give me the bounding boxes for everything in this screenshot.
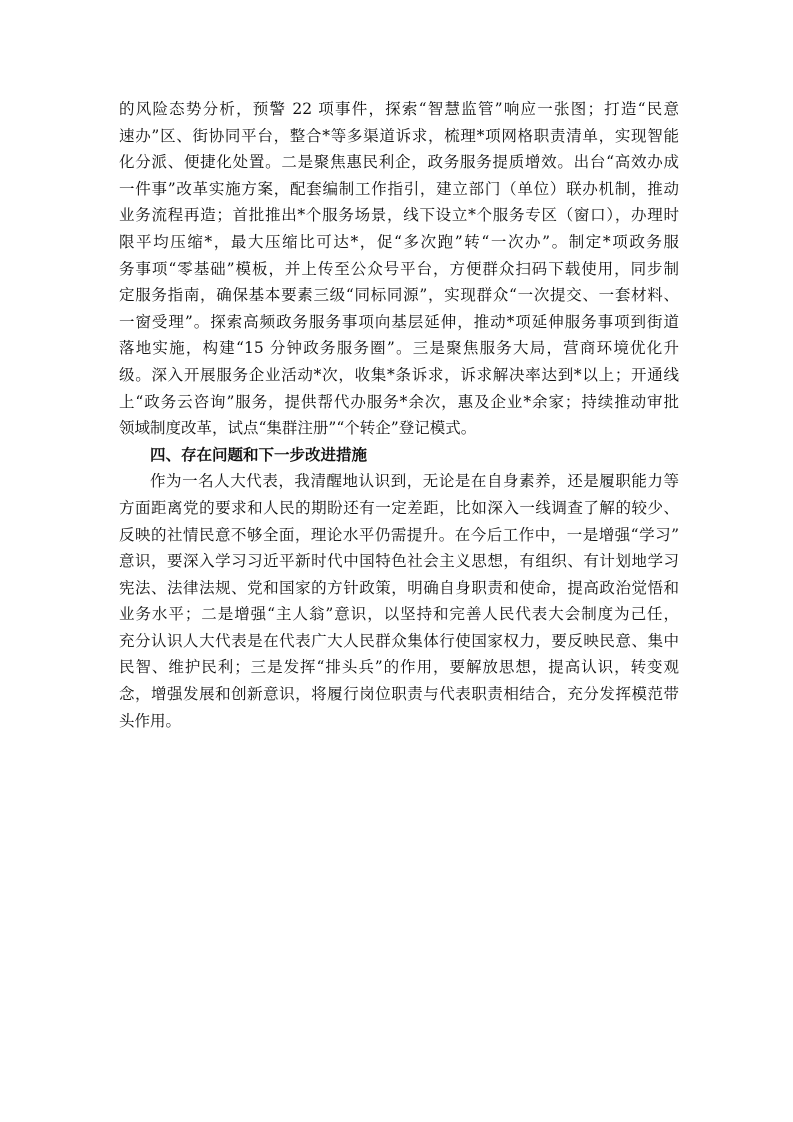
section-heading: 四、存在问题和下一步改进措施 bbox=[150, 445, 368, 464]
text-line: 念，增强发展和创新意识，将履行岗位职责与代表职责相结合，充分发挥模范带 bbox=[119, 685, 679, 704]
text-line: 充分认识人大代表是在代表广大人民群众集体行使国家权力，要反映民意、集中 bbox=[119, 631, 679, 650]
text-line: 限平均压缩*，最大压缩比可达*，促“多次跑”转“一次办”。制定*项政务服 bbox=[119, 232, 679, 251]
text-line: 反映的社情民意不够全面，理论水平仍需提升。在今后工作中，一是增强“学习” bbox=[119, 525, 679, 544]
text-line: 头作用。 bbox=[119, 711, 182, 730]
text-line: 领域制度改革，试点“集群注册”“个转企”登记模式。 bbox=[119, 419, 477, 438]
text-line: 民智、维护民利；三是发挥“排头兵”的作用，要解放思想，提高认识，转变观 bbox=[119, 658, 679, 677]
text-line: 化分派、便捷化处置。二是聚焦惠民利企，政务服务提质增效。出台“高效办成 bbox=[119, 153, 679, 172]
text-line: 一窗受理”。探索高频政务服务事项向基层延伸，推动*项延伸服务事项到街道 bbox=[119, 312, 679, 331]
text-line: 业务流程再造；首批推出*个服务场景，线下设立*个服务专区（窗口），办理时 bbox=[119, 206, 679, 225]
text-line: 上“政务云咨询”服务，提供帮代办服务*余次，惠及企业*余家；持续推动审批 bbox=[119, 392, 679, 411]
text-line: 宪法、法律法规、党和国家的方针政策，明确自身职责和使命，提高政治觉悟和 bbox=[119, 578, 679, 597]
text-line: 定服务指南，确保基本要素三级“同标同源”，实现群众“一次提交、一套材料、 bbox=[119, 286, 679, 305]
text-line: 级。深入开展服务企业活动*次，收集*条诉求，诉求解决率达到*以上；开通线 bbox=[119, 365, 679, 384]
text-line: 作为一名人大代表，我清醒地认识到，无论是在自身素养，还是履职能力等 bbox=[150, 472, 679, 491]
text-line: 方面距离党的要求和人民的期盼还有一定差距，比如深入一线调查了解的较少、 bbox=[119, 498, 679, 517]
document-body bbox=[119, 96, 679, 734]
text-line: 业务水平；二是增强“主人翁”意识，以坚持和完善人民代表大会制度为己任， bbox=[119, 605, 679, 624]
text-line: 的风险态势分析，预警 22 项事件，探索“智慧监管”响应一张图；打造“民意 bbox=[119, 100, 679, 118]
paragraph-improvement-measures bbox=[119, 468, 679, 734]
text-line: 意识，要深入学习习近平新时代中国特色社会主义思想，有组织、有计划地学习 bbox=[119, 552, 679, 571]
text-line: 一件事”改革实施方案，配套编制工作指引，建立部门（单位）联办机制，推动 bbox=[119, 179, 679, 198]
paragraph-continued bbox=[119, 96, 679, 442]
text-line: 速办”区、街协同平台，整合*等多渠道诉求，梳理*项网格职责清单，实现智能 bbox=[119, 126, 679, 145]
text-line: 落地实施，构建“15 分钟政务服务圈”。三是聚焦服务大局，营商环境优化升 bbox=[119, 339, 679, 358]
text-line: 务事项“零基础”模板，并上传至公众号平台，方便群众扫码下载使用，同步制 bbox=[119, 259, 679, 278]
